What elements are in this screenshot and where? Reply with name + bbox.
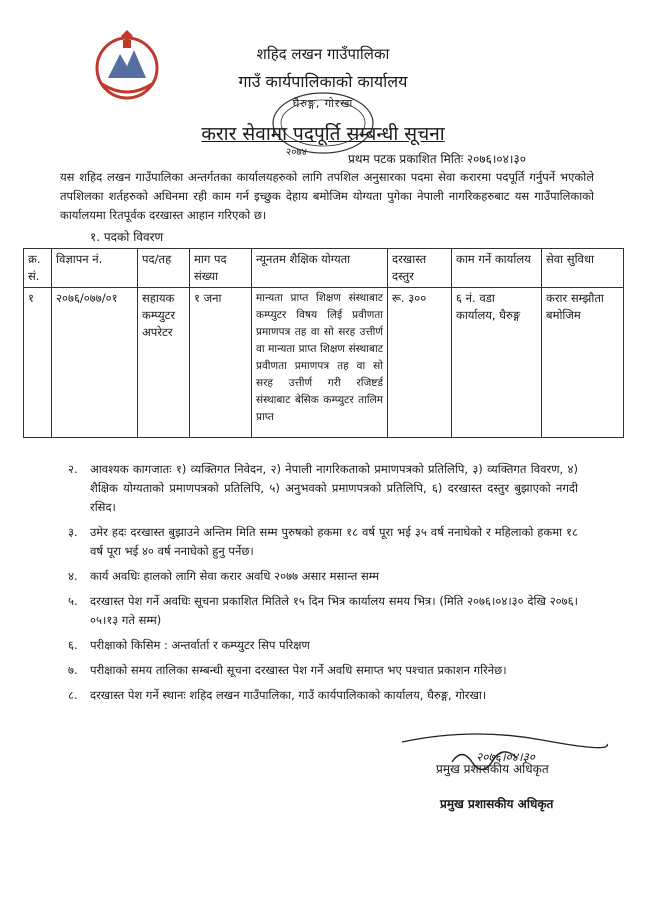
table-header: माग पद संख्या: [190, 249, 252, 288]
nepal-emblem-logo: [88, 28, 166, 106]
list-item: [68, 567, 578, 586]
table-header: काम गर्ने कार्यालय: [452, 249, 542, 288]
table-header: दरखास्त दस्तुर: [388, 249, 452, 288]
table-row: [24, 288, 624, 438]
item-number: ८.: [68, 688, 78, 702]
published-date: प्रथम पटक प्रकाशित मितिः २०७६।०४।३०: [348, 152, 526, 166]
list-item: [68, 592, 578, 630]
signatory-designation: प्रमुख प्रशासकीय अधिकृत: [436, 762, 549, 776]
conditions-list: [68, 460, 578, 711]
table-header-row: [24, 249, 624, 288]
table-header: न्यूनतम शैक्षिक योग्यता: [252, 249, 388, 288]
header-line-1: शहिद लखन गाउँपालिका: [256, 45, 390, 63]
item-text: दरखास्त पेश गर्ने स्थानः शहिद लखन गाउँपालिका, गाउँ कार्यपालिकाको कार्यालय, घैरुङ्ग, गोरखा।: [90, 688, 487, 702]
cell-facility: करार सम्झौता बमोजिम: [542, 288, 624, 438]
item-number: २.: [68, 462, 78, 476]
section-1-heading: १. पदको विवरण: [90, 230, 164, 244]
cell-fee: रू. ३००: [388, 288, 452, 438]
item-text: दरखास्त पेश गर्ने अवधिः सूचना प्रकाशित मितिले १५ दिन भित्र कार्यालय समय भित्र। (मिति २०७६।०४।३० देखि २०७६।०५।१३ गते सम्म): [90, 594, 578, 627]
cell-office: ६ नं. वडा कार्यालय, घैरुङ्ग: [452, 288, 542, 438]
table-header: सेवा सुविधा: [542, 249, 624, 288]
list-item: [68, 661, 578, 680]
item-number: ७.: [68, 663, 78, 677]
item-number: ६.: [68, 638, 78, 652]
item-text: आवश्यक कागजातः १) व्यक्तिगत निवेदन, २) नेपाली नागरिकताको प्रमाणपत्रको प्रतिलिपि, ३) व्यक्तिगत विवरण, ४) शैक्षिक योग्यताको प्रमाणपत्रको प्रतिलिपि, ५) अनुभवको प्रमाणपत्रको प्रतिलिपि, ६) दरखास्त दस्तुर बुझाएको नगदी रसिद।: [90, 462, 578, 514]
table-header: पद/तह: [138, 249, 190, 288]
cell-qualification: मान्यता प्राप्त शिक्षण संस्थाबाट कम्प्युटर विषय लिई प्रवीणता प्रमाणपत्र तह वा सो सरह उत्तीर्ण वा मान्यता प्राप्त शिक्षण संस्थाबाट प्रवीणता प्रमाणपत्र तह वा सो सरह उत्तीर्ण गरी रजिष्टर्ड संस्थाबाट बेसिक कम्प्युटर तालिम प्राप्त: [252, 288, 388, 438]
item-number: ५.: [68, 594, 78, 608]
cell-count: १ जना: [190, 288, 252, 438]
stamp-year: २०७४: [286, 147, 307, 158]
list-item: [68, 460, 578, 517]
vacancy-table: [23, 248, 624, 438]
item-text: उमेर हदः दरखास्त बुझाउने अन्तिम मिति सम्म पुरुषको हकमा १८ वर्ष पूरा भई ३५ वर्ष ननाघेको र महिलाको हकमा १८ वर्ष पूरा भई ४० वर्ष ननाघेको हुनु पर्नेछ।: [90, 525, 578, 558]
list-item: [68, 636, 578, 655]
intro-paragraph: यस शहिद लखन गाउँपालिका अन्तर्गतका कार्यालयहरुको लागि तपशिल अनुसारका पदमा सेवा करारमा पदपूर्ति गर्नुपर्ने भएकोले तपशिलका शर्तहरुको अधिनमा रही काम गर्न इच्छुक देहाय बमोजिम योग्यता पुगेका नेपाली नागरिकहरुबाट यस गाउँपालिकाको कार्यालयमा रितपूर्वक दरखास्त आहान गरिएको छ।: [60, 170, 594, 222]
table-header: विज्ञापन नं.: [52, 249, 138, 288]
signature-date: २०७६।०४।३०: [476, 750, 536, 764]
cell-adv-no: २०७६/०७७/०१: [52, 288, 138, 438]
cell-post: सहायक कम्प्युटर अपरेटर: [138, 288, 190, 438]
list-item: [68, 523, 578, 561]
item-text: परीक्षाको किसिम : अन्तर्वार्ता र कम्प्युटर सिप परिक्षण: [90, 638, 310, 652]
cell-sn: १: [24, 288, 52, 438]
item-number: ३.: [68, 525, 78, 539]
item-text: परीक्षाको समय तालिका सम्बन्धी सूचना दरखास्त पेश गर्ने अवधि समाप्त भए पश्चात प्रकाशन गरिनेछ।: [90, 663, 507, 677]
header-line-3: घैरुङ्ग, गोरखा: [292, 97, 354, 110]
item-number: ४.: [68, 569, 78, 583]
designation-stamp: प्रमुख प्रशासकीय अधिकृत: [440, 797, 554, 811]
header-line-2: गाउँ कार्यपालिकाको कार्यालय: [238, 72, 408, 91]
notice-title: करार सेवामा पदपूर्ति सम्बन्धी सूचना: [201, 123, 445, 145]
table-header: क्र. सं.: [24, 249, 52, 288]
list-item: [68, 686, 578, 705]
item-text: कार्य अवधिः हालको लागि सेवा करार अवधि २०७७ असार मसान्त सम्म: [90, 569, 380, 583]
